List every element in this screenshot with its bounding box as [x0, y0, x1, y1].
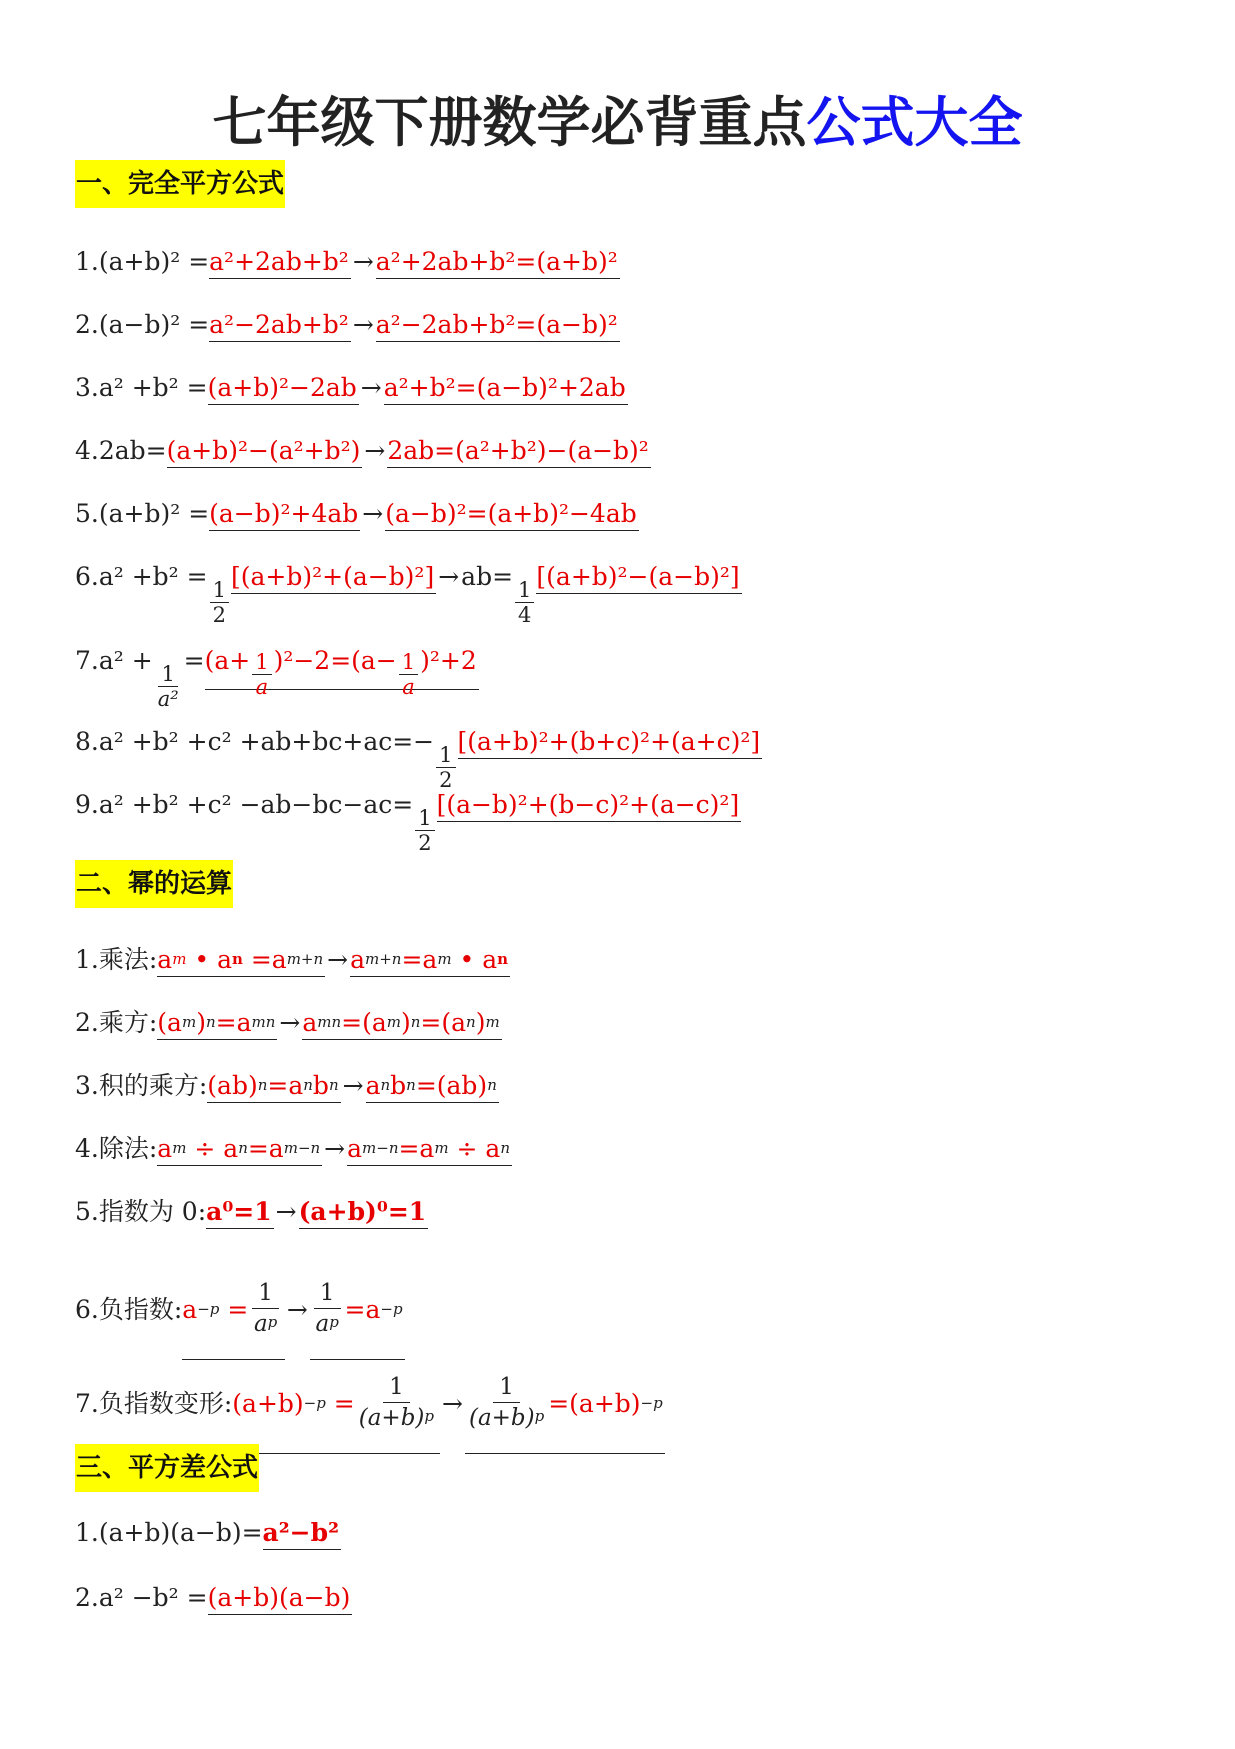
answer-blank: $\frac{1}{a^p}$ $=a^{-p}$ [310, 1295, 405, 1360]
formula-left: a² −b² = [98, 1583, 208, 1612]
formula-line [75, 1583, 352, 1633]
item-number: 3. [75, 1071, 99, 1100]
answer-blank: a²−b² [263, 1518, 342, 1550]
formula-left: a² + [98, 646, 153, 675]
formula-line [75, 1192, 428, 1242]
item-number: 9. [75, 790, 99, 819]
formula-left: a² +b² = [98, 373, 208, 402]
formula-line [75, 1280, 405, 1340]
fraction [436, 743, 455, 792]
answer-text: )²−2=(a− [273, 646, 397, 675]
arrow: → [352, 247, 374, 276]
answer-blank: [(a+b)²−(a−b)²] [536, 562, 741, 594]
answer-blank: a²−2ab+b² [209, 310, 351, 342]
item-number: 3. [75, 373, 99, 402]
arrow: → [362, 499, 384, 528]
formula-line [75, 436, 651, 486]
section-heading-perfect-square: 一、完全平方公式 [75, 160, 285, 208]
answer-blank: $(ab)^n=a^nb^n$ [207, 1071, 340, 1103]
item-number: 7. [75, 646, 99, 675]
formula-line [75, 638, 479, 711]
section-heading-powers: 二、幂的运算 [75, 860, 233, 908]
section-heading-difference-of-squares: 三、平方差公式 [75, 1444, 259, 1492]
arrow: → [286, 1295, 308, 1324]
formula-left: (a+b)(a−b)= [98, 1518, 263, 1547]
arrow: → [327, 945, 349, 974]
formula-left: (a+b)² = [98, 499, 210, 528]
denominator: a [402, 675, 415, 699]
formula-line [75, 562, 742, 627]
title-blue: 公式大全 [806, 91, 1023, 154]
answer-blank: (a+b)²−2ab [208, 373, 359, 405]
page-title [0, 88, 1235, 158]
answer-blank: $a^{m+n}=a^m$ • $a^n$ [350, 945, 510, 977]
denominator: 4 [518, 603, 532, 627]
formula-line [75, 373, 628, 423]
item-number: 2. [75, 1008, 99, 1037]
answer-blank: (a−b)²+4ab [209, 499, 360, 531]
arrow: → [279, 1008, 301, 1037]
answer-blank [204, 638, 479, 699]
numerator: 1 [158, 662, 177, 687]
answer-blank: [(a−b)²+(b−c)²+(a−c)²] [437, 790, 742, 822]
formula-left: (a−b)² = [98, 310, 210, 339]
numerator: 1 [399, 650, 418, 675]
numerator: 1 [515, 578, 534, 603]
formula-line [75, 1518, 341, 1568]
formula-left: a² +b² +c² −ab−bc−ac= [98, 790, 414, 819]
denominator: a [255, 675, 269, 699]
fraction: $\frac{1}{a^p}$ [253, 1280, 278, 1337]
answer-blank: $a^{mn}=(a^m)^n=(a^n)^m$ [302, 1008, 501, 1040]
formula-left: a² +b² +c² +ab+bc+ac=− [98, 727, 435, 756]
item-number: 6. [75, 1295, 99, 1324]
answer-blank: (a+b)²−(a²+b²) [167, 436, 363, 468]
rule-label: 负指数: [98, 1295, 183, 1324]
rule-label: 除法: [98, 1134, 158, 1163]
formula-left: ab= [461, 562, 514, 591]
item-number: 5. [75, 499, 99, 528]
title-black: 七年级下册数学必背重点 [212, 91, 807, 154]
denominator: 2 [212, 603, 226, 627]
item-number: 1. [75, 1518, 99, 1547]
formula-line [75, 940, 510, 990]
answer-blank: 2ab=(a²+b²)−(a−b)² [387, 436, 651, 468]
item-number: 6. [75, 562, 99, 591]
denominator: a² [157, 687, 179, 711]
answer-blank: [(a+b)²+(b+c)²+(a+c)²] [458, 727, 763, 759]
arrow: → [275, 1197, 297, 1226]
answer-blank: (a+b)⁰=1 [299, 1197, 429, 1229]
numerator: 1 [210, 578, 229, 603]
formula-line [75, 247, 620, 297]
formula-line [75, 727, 762, 792]
answer-blank: $(a^m)^n=a^{mn}$ [157, 1008, 277, 1040]
numerator: 1 [436, 743, 455, 768]
answer-blank: a²+2ab+b²=(a+b)² [376, 247, 620, 279]
fraction [399, 650, 418, 699]
item-number: 5. [75, 1197, 99, 1226]
denominator: 2 [418, 831, 432, 855]
formula-line [75, 1066, 499, 1116]
formula-line [75, 310, 620, 360]
arrow: → [360, 373, 382, 402]
arrow: → [342, 1071, 364, 1100]
formula-line [75, 1374, 665, 1434]
answer-blank: $a^nb^n=(ab)^n$ [366, 1071, 499, 1103]
answer-text: (a+ [204, 646, 251, 675]
formula-left: (a+b)² = [98, 247, 210, 276]
item-number: 1. [75, 247, 99, 276]
rule-label: 积的乘方: [98, 1071, 208, 1100]
answer-blank: $\frac{1}{(a+b)^p}$ $=(a+b)^{-p}$ [465, 1389, 665, 1454]
rule-label: 指数为 0: [98, 1197, 207, 1226]
fraction: $\frac{1}{(a+b)^p}$ [468, 1374, 545, 1431]
answer-blank: (a−b)²=(a+b)²−4ab [385, 499, 638, 531]
fraction [252, 650, 271, 699]
formula-left: a² +b² = [98, 562, 208, 591]
formula-left: 2ab= [98, 436, 167, 465]
item-number: 8. [75, 727, 99, 756]
answer-blank: a²+b²=(a−b)²+2ab [384, 373, 628, 405]
rule-label: 负指数变形: [98, 1389, 233, 1418]
arrow: → [364, 436, 386, 465]
answer-blank: (a+b)(a−b) [208, 1583, 353, 1615]
fraction [155, 662, 182, 711]
formula-line [75, 499, 639, 549]
fraction [515, 578, 534, 627]
answer-blank: a²+2ab+b² [209, 247, 351, 279]
answer-blank: a²−2ab+b²=(a−b)² [376, 310, 620, 342]
numerator: 1 [252, 650, 271, 675]
item-number: 2. [75, 310, 99, 339]
rule-label: 乘法: [98, 945, 158, 974]
item-number: 4. [75, 436, 99, 465]
arrow: → [324, 1134, 346, 1163]
item-number: 1. [75, 945, 99, 974]
answer-blank: $a^{m-n}=a^m \div a^n$ [347, 1134, 512, 1166]
item-number: 4. [75, 1134, 99, 1163]
item-number: 7. [75, 1389, 99, 1418]
answer-text: )²+2 [420, 646, 477, 675]
formula-line [75, 1129, 512, 1179]
fraction: $\frac{1}{a^p}$ [315, 1280, 339, 1337]
answer-blank: a⁰=1 [206, 1197, 274, 1229]
denominator: 2 [439, 768, 453, 792]
fraction: $\frac{1}{(a+b)^p}$ [358, 1374, 435, 1431]
answer-blank: $a^{-p}$ = $\frac{1}{a^p}$ [182, 1295, 285, 1360]
formula-line [75, 1003, 502, 1053]
answer-blank: $a^m$ • $a^n =a^{m+n}$ [157, 945, 325, 977]
answer-blank: $(a+b)^{-p}$ = $\frac{1}{(a+b)^p}$ [232, 1389, 440, 1454]
arrow: → [442, 1389, 463, 1418]
arrow: → [352, 310, 374, 339]
answer-blank: [(a+b)²+(a−b)²] [231, 562, 436, 594]
numerator: 1 [415, 806, 434, 831]
answer-blank: $a^m \div a^n=a^{m-n}$ [157, 1134, 322, 1166]
rule-label: 乘方: [98, 1008, 158, 1037]
fraction [415, 806, 434, 855]
formula-line [75, 790, 741, 855]
arrow: → [438, 562, 460, 591]
item-number: 2. [75, 1583, 99, 1612]
equals-sign: = [183, 646, 205, 675]
fraction [210, 578, 229, 627]
